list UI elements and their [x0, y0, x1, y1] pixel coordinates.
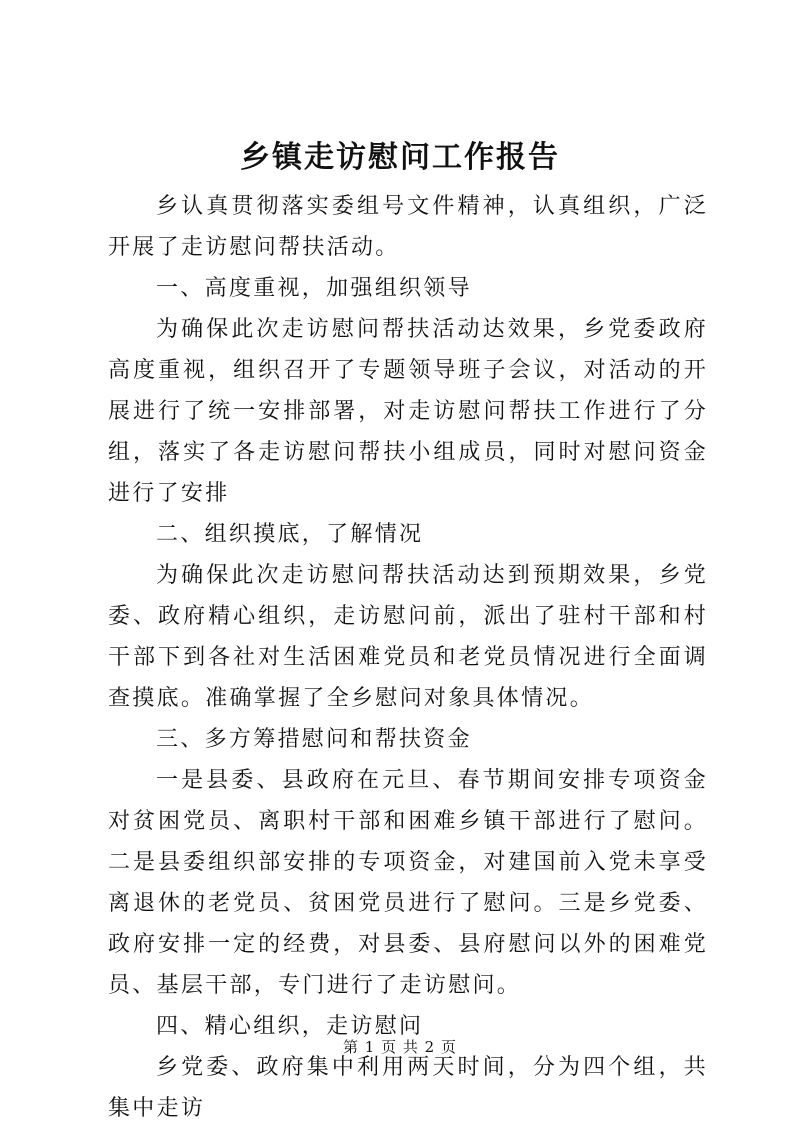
section-body-3: 一是县委、县政府在元旦、春节期间安排专项资金对贫困党员、离职村干部和困难乡镇干部进行了慰问。二是县委组织部安排的专项资金，对建国前入党未享受离退休的老党员、贫困党员进行了慰问。三是乡党委、政府安排一定的经费，对县委、县府慰问以外的困难党员、基层干部，专门进行了走访慰问。: [108, 768, 708, 998]
section-heading-2: 二、组织摸底，了解情况: [156, 522, 424, 547]
section-heading-3: 三、多方筹措慰问和帮扶资金: [156, 727, 472, 752]
page-footer: 第 1 页 共 2 页: [343, 1038, 457, 1056]
section-heading-1: 一、高度重视，加强组织领导: [156, 276, 472, 301]
section-body-1: 为确保此次走访慰问帮扶活动达效果，乡党委政府高度重视，组织召开了专题领导班子会议，对活动的开展进行了统一安排部署，对走访慰问帮扶工作进行了分组，落实了各走访慰问帮扶小组成员，同时对慰问资金进行了安排: [108, 317, 708, 506]
section-body-4: 乡党委、政府集中利用两天时间，分为四个组，共集中走访: [108, 1055, 708, 1121]
document-body: [108, 186, 708, 1129]
document-title: 乡镇走访慰问工作报告: [240, 140, 560, 175]
intro-paragraph: 乡认真贯彻落实委组号文件精神，认真组织，广泛开展了走访慰问帮扶活动。: [108, 194, 708, 260]
section-body-2: 为确保此次走访慰问帮扶活动达到预期效果，乡党委、政府精心组织，走访慰问前，派出了驻村干部和村干部下到各社对生活困难党员和老党员情况进行全面调查摸底。准确掌握了全乡慰问对象具体情况。: [108, 563, 708, 711]
section-heading-4: 四、精心组织，走访慰问: [156, 1014, 424, 1039]
